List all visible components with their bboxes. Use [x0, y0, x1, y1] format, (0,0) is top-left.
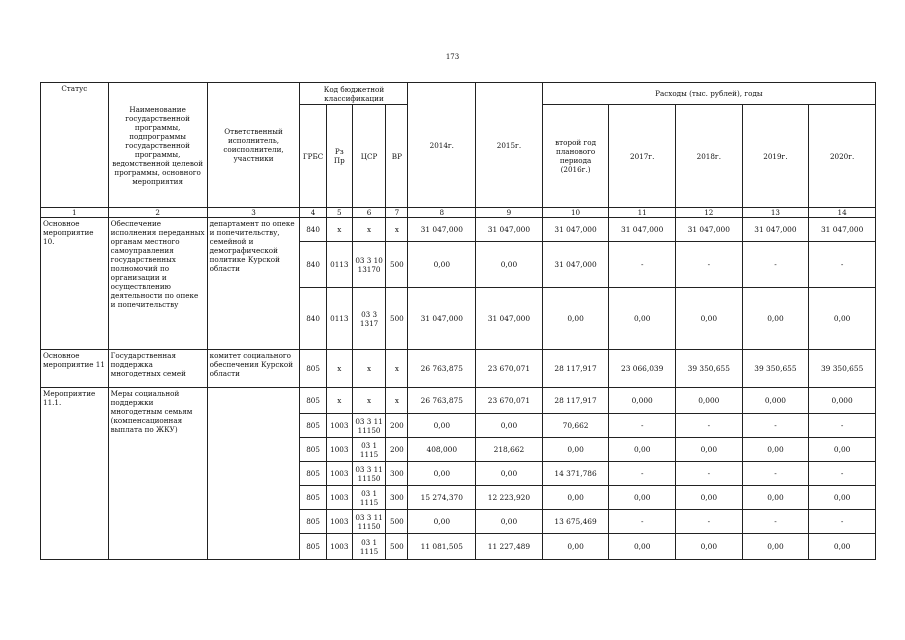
amount-cell: 0,000 — [742, 388, 809, 414]
code-cell: 03 3 1317 — [352, 288, 385, 350]
amount-cell: 0,00 — [676, 486, 743, 510]
amount-cell: - — [676, 242, 743, 288]
amount-cell: 15 274,370 — [408, 486, 476, 510]
amount-cell: 408,000 — [408, 438, 476, 462]
amount-cell: 0,00 — [809, 288, 876, 350]
row-status-cell: Мероприятие 11.1. — [41, 388, 109, 560]
amount-cell: 31 047,000 — [609, 218, 676, 242]
code-cell: 805 — [300, 534, 326, 560]
code-cell: х — [326, 218, 352, 242]
code-cell: 0113 — [326, 242, 352, 288]
amount-cell: - — [609, 414, 676, 438]
amount-cell: 31 047,000 — [542, 242, 609, 288]
code-cell: 1003 — [326, 414, 352, 438]
header-rzpr: Рз Пр — [326, 105, 352, 208]
amount-cell: 11 227,489 — [476, 534, 543, 560]
index-cell: 6 — [352, 208, 385, 218]
index-cell: 5 — [326, 208, 352, 218]
amount-cell: 70,662 — [542, 414, 609, 438]
amount-cell: 31 047,000 — [408, 218, 476, 242]
index-cell: 10 — [542, 208, 609, 218]
code-cell: 03 3 11 11150 — [352, 462, 385, 486]
index-cell: 8 — [408, 208, 476, 218]
code-cell: 300 — [386, 462, 408, 486]
amount-cell: 14 371,786 — [542, 462, 609, 486]
amount-cell: 0,00 — [809, 438, 876, 462]
amount-cell: 0,00 — [609, 534, 676, 560]
amount-cell: 0,00 — [742, 534, 809, 560]
code-cell: х — [326, 350, 352, 388]
code-cell: х — [386, 218, 408, 242]
amount-cell: 0,00 — [542, 438, 609, 462]
amount-cell: - — [609, 462, 676, 486]
amount-cell: 39 350,655 — [809, 350, 876, 388]
amount-cell: 31 047,000 — [676, 218, 743, 242]
header-budget-code: Код бюджетной классификации — [300, 83, 408, 105]
header-2015: 2015г. — [476, 83, 543, 208]
code-cell: 500 — [386, 242, 408, 288]
amount-cell: - — [676, 510, 743, 534]
row-name-cell: Обеспечение исполнения переданных органам местного самоуправления государственных полномочий по организации и осуществлению деятельности по опеке и попечительству — [108, 218, 207, 350]
table-row — [41, 218, 876, 242]
header-2018: 2018г. — [676, 105, 743, 208]
index-cell: 7 — [386, 208, 408, 218]
code-cell: 1003 — [326, 438, 352, 462]
code-cell: 500 — [386, 288, 408, 350]
index-cell: 1 — [41, 208, 109, 218]
row-executor-cell — [207, 388, 300, 560]
code-cell: 03 1 1115 — [352, 438, 385, 462]
code-cell: 805 — [300, 462, 326, 486]
amount-cell: 0,000 — [809, 388, 876, 414]
amount-cell: 0,00 — [408, 414, 476, 438]
index-cell: 12 — [676, 208, 743, 218]
amount-cell: 0,00 — [609, 438, 676, 462]
amount-cell: 31 047,000 — [542, 218, 609, 242]
header-expenses: Расходы (тыс. рублей), годы — [542, 83, 875, 105]
amount-cell: - — [742, 414, 809, 438]
code-cell: 805 — [300, 438, 326, 462]
index-cell: 13 — [742, 208, 809, 218]
amount-cell: 0,00 — [809, 486, 876, 510]
amount-cell: 0,00 — [476, 242, 543, 288]
index-cell: 3 — [207, 208, 300, 218]
amount-cell: 31 047,000 — [809, 218, 876, 242]
amount-cell: - — [809, 242, 876, 288]
header-executor: Ответственный исполнитель, соисполнители, участники — [207, 83, 300, 208]
code-cell: 0113 — [326, 288, 352, 350]
amount-cell: 0,00 — [476, 414, 543, 438]
amount-cell: 31 047,000 — [742, 218, 809, 242]
code-cell: 805 — [300, 486, 326, 510]
index-row — [41, 208, 876, 218]
amount-cell: 26 763,875 — [408, 350, 476, 388]
amount-cell: - — [742, 510, 809, 534]
code-cell: 840 — [300, 242, 326, 288]
row-name-cell: Меры социальной поддержки многодетным семьям (компенсационная выплата по ЖКУ) — [108, 388, 207, 560]
amount-cell: 0,00 — [742, 438, 809, 462]
amount-cell: 39 350,655 — [676, 350, 743, 388]
amount-cell: 0,00 — [542, 486, 609, 510]
amount-cell: 0,00 — [809, 534, 876, 560]
amount-cell: 0,00 — [676, 534, 743, 560]
amount-cell: 0,000 — [676, 388, 743, 414]
header-csr: ЦСР — [352, 105, 385, 208]
amount-cell: - — [742, 462, 809, 486]
header-name: Наименование государственной программы, подпрограммы государственной программы, ведомственной целевой программы, основного мероприятия — [108, 83, 207, 208]
table-row — [41, 350, 876, 388]
code-cell: 03 1 1115 — [352, 534, 385, 560]
amount-cell: 0,00 — [408, 462, 476, 486]
amount-cell: 0,00 — [742, 486, 809, 510]
amount-cell: 13 675,469 — [542, 510, 609, 534]
amount-cell: 0,00 — [542, 288, 609, 350]
header-2020: 2020г. — [809, 105, 876, 208]
index-cell: 2 — [108, 208, 207, 218]
amount-cell: 23 066,039 — [609, 350, 676, 388]
amount-cell: - — [676, 462, 743, 486]
code-cell: х — [386, 388, 408, 414]
header-2016: второй год планового периода (2016г.) — [542, 105, 609, 208]
amount-cell: - — [809, 462, 876, 486]
amount-cell: 31 047,000 — [476, 288, 543, 350]
index-cell: 4 — [300, 208, 326, 218]
code-cell: 805 — [300, 350, 326, 388]
page-number: 173 — [445, 53, 460, 61]
code-cell: 500 — [386, 534, 408, 560]
amount-cell: 28 117,917 — [542, 388, 609, 414]
budget-table — [40, 82, 876, 560]
amount-cell: 0,00 — [408, 242, 476, 288]
amount-cell: 0,000 — [609, 388, 676, 414]
amount-cell: 39 350,655 — [742, 350, 809, 388]
index-cell: 11 — [609, 208, 676, 218]
amount-cell: 26 763,875 — [408, 388, 476, 414]
code-cell: 200 — [386, 414, 408, 438]
amount-cell: 0,00 — [742, 288, 809, 350]
amount-cell: 28 117,917 — [542, 350, 609, 388]
code-cell: 840 — [300, 288, 326, 350]
amount-cell: 218,662 — [476, 438, 543, 462]
header-2017: 2017г. — [609, 105, 676, 208]
code-cell: х — [352, 350, 385, 388]
code-cell: х — [352, 218, 385, 242]
code-cell: 1003 — [326, 486, 352, 510]
table-row — [41, 388, 876, 414]
amount-cell: 11 081,505 — [408, 534, 476, 560]
amount-cell: 0,00 — [609, 486, 676, 510]
code-cell: 03 1 1115 — [352, 486, 385, 510]
amount-cell: 0,00 — [676, 438, 743, 462]
code-cell: 03 3 11 11150 — [352, 414, 385, 438]
code-cell: 200 — [386, 438, 408, 462]
amount-cell: 0,00 — [542, 534, 609, 560]
amount-cell: - — [609, 242, 676, 288]
amount-cell: 0,00 — [609, 288, 676, 350]
amount-cell: 31 047,000 — [476, 218, 543, 242]
index-cell: 9 — [476, 208, 543, 218]
header-vr: ВР — [386, 105, 408, 208]
code-cell: 840 — [300, 218, 326, 242]
code-cell: х — [386, 350, 408, 388]
code-cell: х — [352, 388, 385, 414]
amount-cell: 31 047,000 — [408, 288, 476, 350]
amount-cell: - — [809, 414, 876, 438]
code-cell: 03 3 11 11150 — [352, 510, 385, 534]
code-cell: 805 — [300, 510, 326, 534]
code-cell: 03 3 10 13170 — [352, 242, 385, 288]
amount-cell: 0,00 — [476, 510, 543, 534]
header-2014: 2014г. — [408, 83, 476, 208]
header-status: Статус — [41, 83, 109, 208]
amount-cell: 23 670,071 — [476, 350, 543, 388]
amount-cell: 12 223,920 — [476, 486, 543, 510]
row-executor-cell: департамент по опеке и попечительству, семейной и демографической политике Курской области — [207, 218, 300, 350]
row-executor-cell: комитет социального обеспечения Курской области — [207, 350, 300, 388]
row-status-cell: Основное мероприятие 11 — [41, 350, 109, 388]
code-cell: 805 — [300, 388, 326, 414]
amount-cell: 23 670,071 — [476, 388, 543, 414]
amount-cell: - — [742, 242, 809, 288]
row-name-cell: Государственная поддержка многодетных семей — [108, 350, 207, 388]
index-cell: 14 — [809, 208, 876, 218]
code-cell: х — [326, 388, 352, 414]
code-cell: 300 — [386, 486, 408, 510]
row-status-cell: Основное мероприятие 10. — [41, 218, 109, 350]
amount-cell: 0,00 — [676, 288, 743, 350]
code-cell: 1003 — [326, 462, 352, 486]
amount-cell: - — [609, 510, 676, 534]
code-cell: 1003 — [326, 534, 352, 560]
amount-cell: - — [809, 510, 876, 534]
code-cell: 805 — [300, 414, 326, 438]
amount-cell: - — [676, 414, 743, 438]
amount-cell: 0,00 — [408, 510, 476, 534]
amount-cell: 0,00 — [476, 462, 543, 486]
code-cell: 500 — [386, 510, 408, 534]
header-grbs: ГРБС — [300, 105, 326, 208]
header-2019: 2019г. — [742, 105, 809, 208]
code-cell: 1003 — [326, 510, 352, 534]
